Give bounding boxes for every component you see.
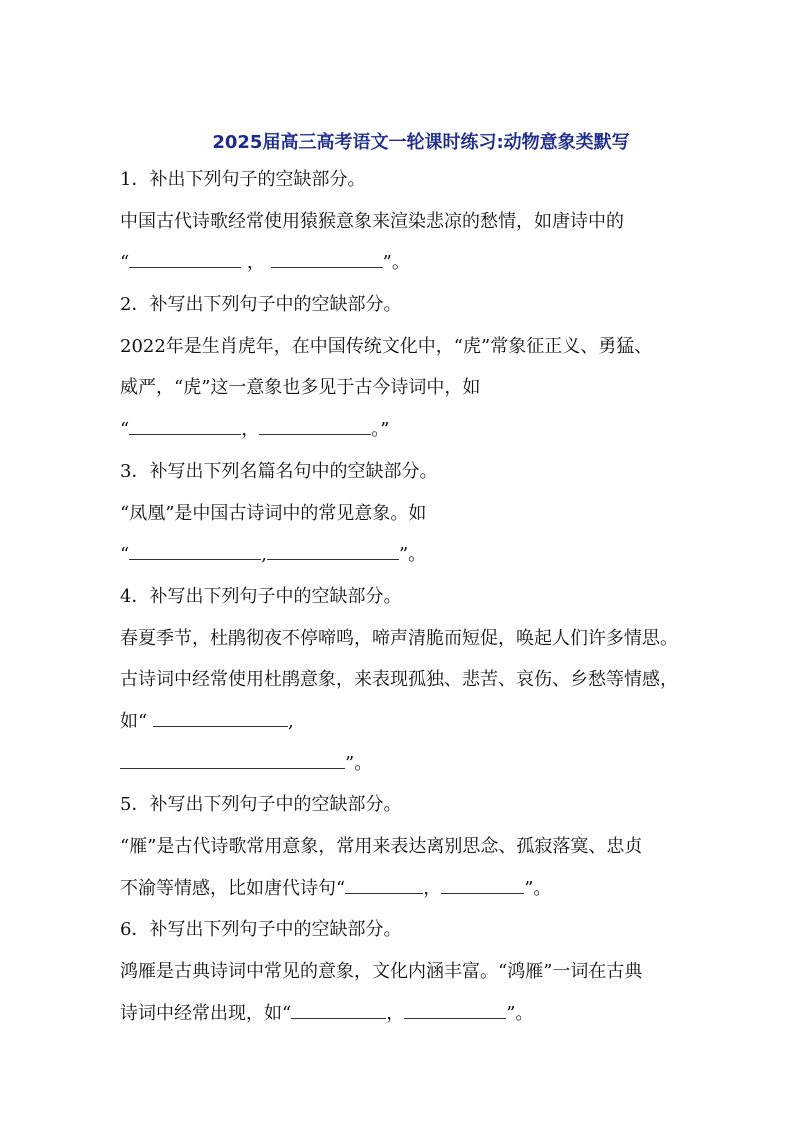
q6-answer-blank-2 xyxy=(404,1004,506,1019)
q5-answer-prefix: 不渝等情感，比如唐代诗句“ xyxy=(120,877,346,899)
q5-heading: 5．补写出下列句子中的空缺部分。 xyxy=(120,794,402,816)
q1-answer-prefix: “ xyxy=(120,252,130,274)
q6-answer-line xyxy=(120,993,720,1035)
q4-text-line: 春夏季节，杜鹃彻夜不停啼鸣，啼声清脆而短促，唤起人们许多情思。 xyxy=(120,627,678,649)
q2-answer-separator: ， xyxy=(241,419,260,441)
q1-heading: 1．补出下列句子的空缺部分。 xyxy=(120,169,366,190)
q5-answer-blank-2 xyxy=(441,879,524,894)
q4-answer-separator: , xyxy=(287,710,294,732)
q2-heading: 2．补写出下列句子中的空缺部分。 xyxy=(120,294,402,316)
q6-answer-blank-1 xyxy=(291,1004,386,1019)
q6-answer-separator: ， xyxy=(386,1002,405,1024)
q2-answer-suffix: 。” xyxy=(371,419,390,441)
document-title: 2025届高三高考语文一轮课时练习:动物意象类默写 xyxy=(212,132,630,153)
q6-answer-prefix: 诗词中经常出现，如“ xyxy=(120,1002,292,1024)
q4-answer-suffix: ”。 xyxy=(345,752,373,774)
q3-heading: 3．补写出下列名篇名句中的空缺部分。 xyxy=(120,460,438,482)
q4-heading: 4．补写出下列句子中的空缺部分。 xyxy=(120,585,402,607)
q1-text-line: 中国古代诗歌经常使用猿猴意象来渲染悲凉的愁情，如唐诗中的 xyxy=(120,210,624,232)
q3-answer-prefix: “ xyxy=(120,544,130,566)
q3-text-line: “凤凰”是中国古诗词中的常见意象。如 xyxy=(120,502,427,524)
q5-answer-blank-1 xyxy=(345,879,423,894)
q6-answer-suffix: ”。 xyxy=(506,1002,534,1024)
q5-answer-line xyxy=(120,868,720,910)
q3-answer-suffix: ”。 xyxy=(398,544,427,566)
q2-answer-line xyxy=(120,409,720,451)
q1-answer-suffix: ”。 xyxy=(382,252,410,274)
q2-answer-blank-2 xyxy=(259,420,371,435)
q3-answer-blank-2 xyxy=(267,545,399,560)
q2-answer-prefix: “ xyxy=(120,419,130,441)
q5-answer-separator: ， xyxy=(423,877,442,899)
q1-answer-separator: ， xyxy=(241,252,271,274)
q2-answer-blank-1 xyxy=(129,420,241,435)
q3-answer-blank-1 xyxy=(129,545,261,560)
q4-answer-line-continued xyxy=(120,743,720,785)
q2-text-line: 2022年是生肖虎年，在中国传统文化中，“虎”常象征正义、勇猛、 xyxy=(120,335,653,357)
q4-text-line: 古诗词中经常使用杜鹃意象，来表现孤独、悲苦、哀伤、乡愁等情感， xyxy=(120,669,678,691)
document-body xyxy=(120,159,720,1034)
q4-answer-blank-2 xyxy=(120,754,345,769)
q4-answer-prefix: 如“ xyxy=(120,710,153,732)
q1-answer-line xyxy=(120,242,720,284)
q5-answer-suffix: ”。 xyxy=(524,877,552,899)
q3-answer-line xyxy=(120,534,720,576)
q6-text-line: 鸿雁是古典诗词中常见的意象，文化内涵丰富。“鸿雁”一词在古典 xyxy=(120,961,643,983)
q6-heading: 6．补写出下列句子中的空缺部分。 xyxy=(120,919,402,941)
q4-answer-line xyxy=(120,701,720,743)
q4-answer-blank-1 xyxy=(153,712,288,727)
q5-text-line: “雁”是古代诗歌常用意象，常用来表达离别思念、孤寂落寞、忠贞 xyxy=(120,836,643,857)
q3-answer-separator: , xyxy=(261,544,267,566)
q1-answer-blank-1 xyxy=(129,253,241,268)
q1-answer-blank-2 xyxy=(271,253,383,268)
q2-text-line: 威严，“虎”这一意象也多见于古今诗词中，如 xyxy=(120,377,481,399)
